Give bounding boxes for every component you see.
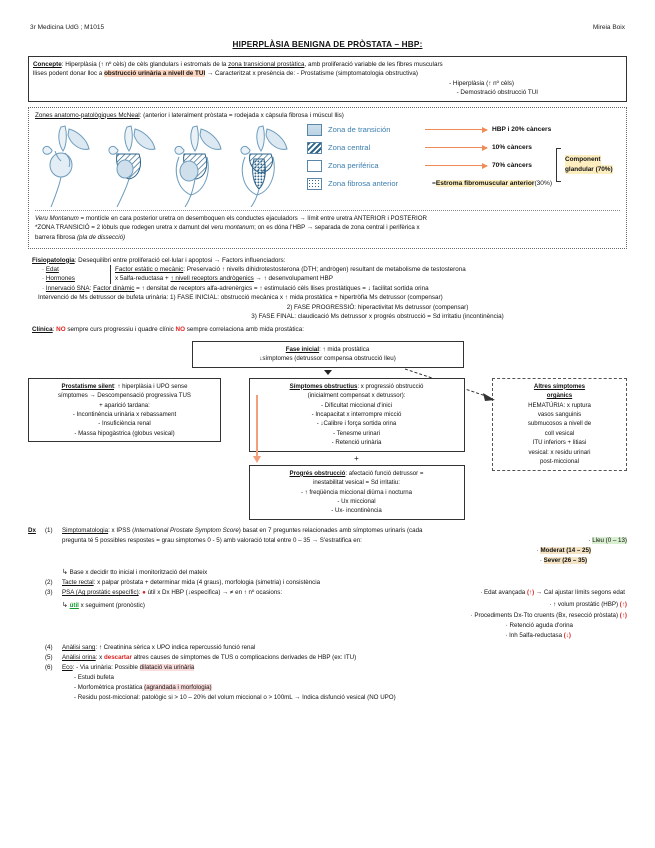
dx-i4-text: : ↑ Creatinina sèrica x UPO indica repercussió funció renal [95, 644, 256, 651]
veru-line2-italic: veru montanum [211, 224, 255, 232]
fisio-intro: : Desequilibri entre proliferació cel·lular i apoptosi → Factors influenciadors: [74, 256, 286, 264]
dx-psa-cause-arrow: (↑) [526, 589, 535, 597]
concepte-line2a: llises podent donar lloc a [33, 70, 105, 78]
legend-label-peripheral: Zona periférica [328, 161, 379, 171]
dx-item-number: (1) [45, 526, 53, 534]
dx-psa-cause-arrow: (↑) [619, 611, 627, 619]
fisio-edat-row: · Edat [42, 266, 59, 274]
prostatisme-line1: : ↑ hiperplàsia i UPO sense [114, 382, 188, 390]
component-line2: glandular (70%) [565, 165, 613, 173]
obstructius-item: - Dificultat miccional d'inici [321, 401, 392, 409]
dx-psa-cause: ↑ volum prostàtic (HBP) [553, 600, 620, 608]
red-bullet-icon: ● [142, 589, 146, 597]
zones-title-rest: : (anterior i lateralment pròstata = rodejada x càpsula fibrosa i múscul llis) [139, 111, 344, 119]
concepte-line2b: → Caracteritzat x presència de: - Prostatisme (simptomatologia obstructiva) [205, 70, 418, 78]
concepte-label: Concepte [33, 61, 62, 68]
altres-line: vesical: x residu urinari [528, 448, 591, 456]
corner-arrow-icon: ↳ [62, 601, 68, 609]
dx-grade-sever: Sever (26 – 35) [543, 557, 587, 565]
concepte-zone-emph: zona transicional prostàtica [228, 61, 305, 68]
central-swatch-icon [307, 142, 322, 154]
glandular-bracket-group [552, 123, 613, 207]
fisio-estatic-line1: : Preservació ↑ nivells dihidrotestosterona (DTH; andrògen) resultant de metabolisme de testosterona [183, 266, 466, 274]
dx-simptomatologia-term: Simptomatologia [62, 526, 109, 534]
legend-row-fibrosa [307, 175, 552, 193]
component-line1: Component [565, 156, 601, 164]
fase-inicial-title-rest: : ↑ mida prostàtica [319, 346, 370, 354]
fisio-estatic-line2a: x 5alfa-reductasa + [115, 275, 171, 283]
concepte-line1c: , amb proliferació variable de les fibres musculars [304, 61, 443, 68]
clinical-flowchart [28, 341, 627, 520]
obstructius-item: - Tenesme urinari [333, 429, 380, 437]
legend-eq-fibrosa: = [432, 180, 436, 188]
dx-item-number: (5) [45, 654, 53, 662]
dx-psa-cause: Retenció aguda d'orina [509, 621, 573, 629]
concepte-highlight: obstrucció urinària a nivell de TUI [104, 70, 206, 78]
obstructius-item: - ↓Calibre i força sortida orina [316, 420, 397, 428]
legend-pct-fibrosa: (30%) [534, 180, 553, 188]
dx-item-number: (3) [45, 589, 53, 597]
corner-arrow-icon: ↳ [62, 569, 68, 577]
dx-i1-line2: pregunta té 5 possibles respostes = grau simptomes 0 - 5) amb valoració total entre 0 – 35 → S'estratifica en: [62, 536, 362, 544]
page-header [0, 0, 655, 31]
dx-i1-base: Base x decidir tto inicial i monitorització del mateix [69, 569, 208, 577]
progres-item: - Ux- incontinència [331, 507, 382, 515]
clinica-text2: sempre correlaciona amb mida prostàtica: [184, 325, 304, 333]
fase-inicial-box [192, 341, 464, 368]
prostate-illustrations [35, 121, 297, 207]
fisiopatologia-section: Fisiopatologia: Desequilibri entre proliferació cel·lular i apoptosi → Factors influenciadors: · Edat · Hormones Factor estàtic o mecànic: Preservació ↑ nivells dihidrotestosterona (DTH; andrògen) resultant de metabolisme de testosterona x 5alfa-reductasa + ↑ nivell receptors andrògenics → ↑ desenvolupament HBP · Innervació SNA: Factor dinàmic = ↑ densitat de receptors alfa-adrenèrgics = ↑ estimulació cèls llises prostàtiques = ↓ facilitat sortida orina Intervenció de Ms detrussor de bufeta urinària: 1) FASE INICIAL: obstrucció mecànica x ↑ mida prostàtica + hipertròfia Ms detrussor (compensar) 2) FASE PROGRESSIÓ: hiperactivitat Ms detrussor (compensar) 3) FASE FINAL: claudicació Ms detrussor x progrés obstrucció = Sd irritatiu (incontinència) [28, 253, 627, 325]
concepte-line3: - Hiperplàsia (↑ nº cèls) [449, 79, 514, 87]
clinica-no1: NO [56, 325, 66, 333]
bracket-icon [556, 148, 561, 182]
dx-psa-util-rest: x seguiment (pronòstic) [78, 601, 145, 609]
altres-title2: orgànics [546, 392, 573, 400]
dx-eco-item: - Estudi bufeta [74, 674, 114, 682]
fisio-sna-sub: Factor dinàmic [93, 284, 135, 292]
veru-line1: = montícle en cara posterior uretra on desemboquen els conductes ejaculadors → límit entre uretra ANTERIOR i POSTERIOR [78, 214, 427, 222]
dx-i5-txta: : x [95, 654, 104, 662]
fisio-estatic-receptors: ↑ nivell receptors andrògenics [170, 275, 254, 283]
dx-ipss-fullname: International Prostate Symptom Score [134, 526, 239, 534]
dx-label: Dx [28, 526, 36, 534]
dx-item-number: (4) [45, 644, 53, 651]
dx-i3-txtb: útil x Dx HBP (↓especifica) → ≠ en ↑ nº ocasions: [145, 589, 283, 597]
down-triangle-icon [324, 370, 332, 375]
fisio-fase2: 2) FASE PROGRESSIÓ: hiperactivitat Ms detrussor (compensar) [286, 303, 469, 311]
fisio-estatic-line2b: → ↑ desenvolupament HBP [253, 275, 333, 283]
dx-psa-cause: Inh 5alfa-reductasa [509, 631, 564, 639]
prostatisme-silent-box [28, 378, 221, 443]
dx-psa-cause: Edat avançada [483, 589, 527, 597]
clinica-section: Clínica: NO sempre curs progressiu i quadre clínic NO sempre correlaciona amb mida prostàtica: [32, 325, 304, 333]
altres-line: HEMATÚRIA: x ruptura [528, 401, 591, 409]
progres-item: - ↑ freqüència miccional diürna i nocturna [300, 488, 413, 496]
prostatisme-line2: símptomes → Descompensació progressiva TUS [58, 392, 191, 400]
dx-i6-highlight: dilatació via urinària [139, 664, 195, 672]
dx-psa-cause-rest: → Cal ajustar límits segons edat [534, 589, 625, 597]
altres-title1: Altres símptomes [533, 382, 586, 390]
zones-section [28, 107, 627, 249]
fisio-label: Fisiopatologia [32, 256, 75, 264]
dx-i1-l1b: ) basat en 7 preguntes relacionades amb símptomes urinaris (cada [238, 526, 423, 534]
legend-label-central: Zona central [328, 143, 371, 153]
dx-i5-descartar: descartar [103, 654, 132, 662]
fisio-intervencio: Intervenció de Ms detrussor de bufeta urinària: 1) FASE INICIAL: obstrucció mecànica x ↑ mida prostàtica + hipertròfia Ms detrussor (compensar) [38, 294, 443, 302]
prostate-diagram-1 [35, 121, 99, 207]
dx-item-number: (2) [45, 579, 53, 587]
legend-value-transition: HBP i 20% càncers [492, 126, 552, 134]
dx-grade-moderat: Moderat (14 – 25) [540, 547, 591, 555]
legend-value-fibrosa: Estroma fibromuscular anterior [435, 180, 535, 188]
page-title: HIPERPLÀSIA BENIGNA DE PRÒSTATA – HBP: [232, 40, 423, 49]
legend-row-central [307, 139, 552, 157]
clinica-no2: NO [175, 325, 185, 333]
obstructius-line2: (inicialment compensat x detrussor): [307, 392, 406, 400]
dx-i1-l1a: : x IPSS ( [108, 526, 135, 534]
clinica-text1: sempre curs progressiu i quadre clínic [65, 325, 176, 333]
altres-line: submucosos a nivell de [527, 420, 592, 428]
legend-label-fibrosa: Zona fibrosa anterior [328, 179, 399, 189]
plus-connector: + [354, 453, 359, 463]
progres-title: Progrés obstrucció [289, 469, 346, 477]
dx-psa-cause-arrow: (↓) [563, 631, 571, 639]
author-name: Mireia Boix [592, 24, 625, 31]
fase-inicial-title: Fase inicial [285, 346, 320, 354]
fisio-hormones: Hormones [45, 275, 75, 283]
veru-line2b: ; on es dóna l'HBP → separada de zona central i perifèrica x [254, 224, 420, 232]
prostatisme-item: - Incontinència urinària x rebassament [72, 410, 177, 418]
dx-grade-lleu: Lleu (0 – 13) [592, 536, 627, 544]
concepte-line1a: : Hiperplàsia (↑ nº cèls) de cèls glandulars i estromals de la [61, 61, 229, 68]
prostatisme-line3: + aparició tardana: [99, 401, 150, 409]
fisio-edat: Edat [45, 266, 59, 274]
prostate-diagram-2 [101, 121, 165, 207]
transition-swatch-icon [307, 124, 322, 136]
arrow-icon-central [425, 147, 487, 148]
veru-line3a: barrera fibrosa [35, 233, 77, 241]
prostate-diagram-3 [167, 121, 231, 207]
dx-eco-term: Eco [62, 664, 73, 672]
dx-eco-item: - Morfomètrica prostàtica [74, 684, 145, 692]
altres-line: coll vesical [544, 429, 575, 437]
concepte-line4: - Demostració obstrucció TUI [456, 89, 538, 97]
progres-obstruccio-box [249, 465, 465, 520]
prostatisme-item: - Massa hipogàstrica (globus vesical) [74, 429, 175, 437]
progres-line2: inestabilitat vesical = Sd irritatiu: [313, 479, 400, 487]
dx-eco-item: - Residu post-miccional: patològic si > 10 – 20% del volum miccional o > 100mL → Indica disfunció vesical (NO UPO) [74, 694, 396, 702]
obstructius-item: - Incapacitat x interrompre micció [311, 410, 402, 418]
obstructius-line1: : x progressió obstrucció [357, 382, 424, 390]
dx-eco-item-highlight: (agrandada i morfologia) [144, 684, 212, 692]
dx-analisi-orina-term: Anàlisi orina [62, 654, 96, 662]
altres-line: ITU inferiors + litiasi [532, 439, 587, 447]
legend-label-transition: Zona de transición [328, 125, 391, 135]
fisio-hormones-row: · Hormones [42, 275, 75, 283]
veru-line3-italic: (pla de dissecció) [76, 233, 126, 241]
concepte-section [28, 56, 627, 102]
course-code: 3r Medicina UdG ; M1015 [30, 24, 105, 31]
altres-line: post-miccional [540, 458, 579, 466]
fase-inicial-line2: ↓símptomes (detrussor compensa obstrucció lleu) [259, 355, 396, 363]
peripheral-swatch-icon [307, 160, 322, 172]
progression-arrow-icon [256, 395, 258, 457]
dx-i6-l1a: : - Via urinària: Possible [72, 664, 140, 672]
dx-analisi-sang-term: Anàlisi sang [62, 644, 96, 651]
simptomes-obstructius-box [249, 378, 465, 452]
progres-item: - Ux miccional [337, 498, 376, 506]
dx-i5-txtb: altres causes de símptomes de TUS o complicacions derivades de HBP (ex: ITU) [131, 654, 357, 662]
obstructius-item: - Retenció urinària [331, 439, 382, 447]
fisio-sna-label: Innervació SNA [45, 284, 90, 292]
fisio-factor-estatic: Factor estàtic o mecànic [115, 266, 184, 274]
dx-psa-cause-arrow: (↑) [619, 600, 627, 608]
legend-row-transition [307, 121, 552, 139]
dx-psa-term: PSA (Ag prostàtic específic) [62, 589, 139, 597]
zones-legend [307, 121, 552, 207]
obstructius-title: Símptomes obstructius [289, 382, 358, 390]
dx-i3-txta: : [138, 589, 143, 597]
arrow-icon-peripheral [425, 165, 487, 166]
glandular-component-note [565, 155, 613, 174]
legend-row-peripheral [307, 157, 552, 175]
clinica-label: Clínica [32, 325, 53, 333]
fisio-sna-text: = ↑ densitat de receptors alfa-adrenèrgics = ↑ estimulació cèls llises prostàtiques = ↓ facilitat sortida orina [134, 284, 429, 292]
dx-tacte-rectal-term: Tacte rectal [62, 579, 94, 587]
prostate-diagram-4 [233, 121, 297, 207]
dx-psa-cause: Procediments Dx-Tto cruents (Bx, resecció pròstata) [474, 611, 620, 619]
legend-value-central: 10% càncers [492, 144, 532, 152]
altres-line: vasos sanguinis [537, 410, 582, 418]
prostatisme-item: - Insuficiència renal [98, 420, 151, 428]
zones-title-label: Zones anatomo-patològiques McNeal [35, 111, 140, 119]
legend-value-peripheral: 70% càncers [492, 162, 532, 170]
zones-title [35, 112, 620, 119]
dx-item-number: (6) [45, 664, 53, 672]
progres-line1: : afectació funció detrussor = [345, 469, 424, 477]
veru-line2a: *ZONA TRANSICIÓ = 2 lòbuls que rodegen uretra x damunt del [35, 224, 212, 232]
arrow-icon-transition [425, 129, 487, 130]
veru-montanum-note [35, 210, 620, 243]
fisio-fase3: 3) FASE FINAL: claudicació Ms detrussor x progrés obstrucció = Sd irritatiu (incontinència) [251, 313, 504, 321]
prostatisme-title: Prostatisme silent [61, 382, 114, 390]
fibrosa-swatch-icon [307, 178, 322, 190]
veru-term: Veru Montanum [35, 214, 79, 222]
dx-i2-text: : x palpar pròstata + determinar mida (4 graus), morfologia (simetria) i consistència [93, 579, 321, 587]
diagnostic-section: Dx (1) Simptomatologia: x IPSS (International Prostate Symptom Score) basat en 7 preguntes relacionades amb símptomes urinaris (cada pregunta té 5 possibles respostes = grau simptomes 0 - 5) amb valoració total entre 0 – 35 → S'estratifica en: · Lleu (0 – 13) · Moderat (14 – 25) · Sever (26 – 35) ↳ Base x decidir tto inicial i monitorització del mateix (2) Tacte rectal: x palpar pròstata + determinar mida (4 graus), morfologia (simetria) i consistència (3) PSA (Ag prostàtic específic): ● útil x Dx HBP (↓especifica) → ≠ en ↑ nº ocasions: · Edat avançada (↑) → Cal ajustar límits segons edat ↳ útil x seguiment (pronòstic) · ↑ volum prostàtic (HBP) (↑) · Procediments Dx-Tto cruents (Bx, resecció pròstata) (↑) · Retenció aguda d'orina · Inh 5alfa-reductasa (↓) (4) Anàlisi sang: ↑ Creatinina sèrica x UPO indica repercussió funció renal (5) Anàlisi orina: x descartar altres causes de símptomes de TUS o complicacions derivades de HBP (ex: ITU) (6) Eco: - Via urinària: Possible dilatació via urinària - Estudi bufeta - Morfomètrica prostàtica (agrandada i morfologia) - Residu post-miccional: patològic si > 10 – 20% del volum miccional o > 100mL → Indica disfunció vesical (NO UPO) [28, 526, 627, 703]
altres-simptomes-box [492, 378, 627, 471]
dx-psa-util: útil [69, 601, 79, 609]
